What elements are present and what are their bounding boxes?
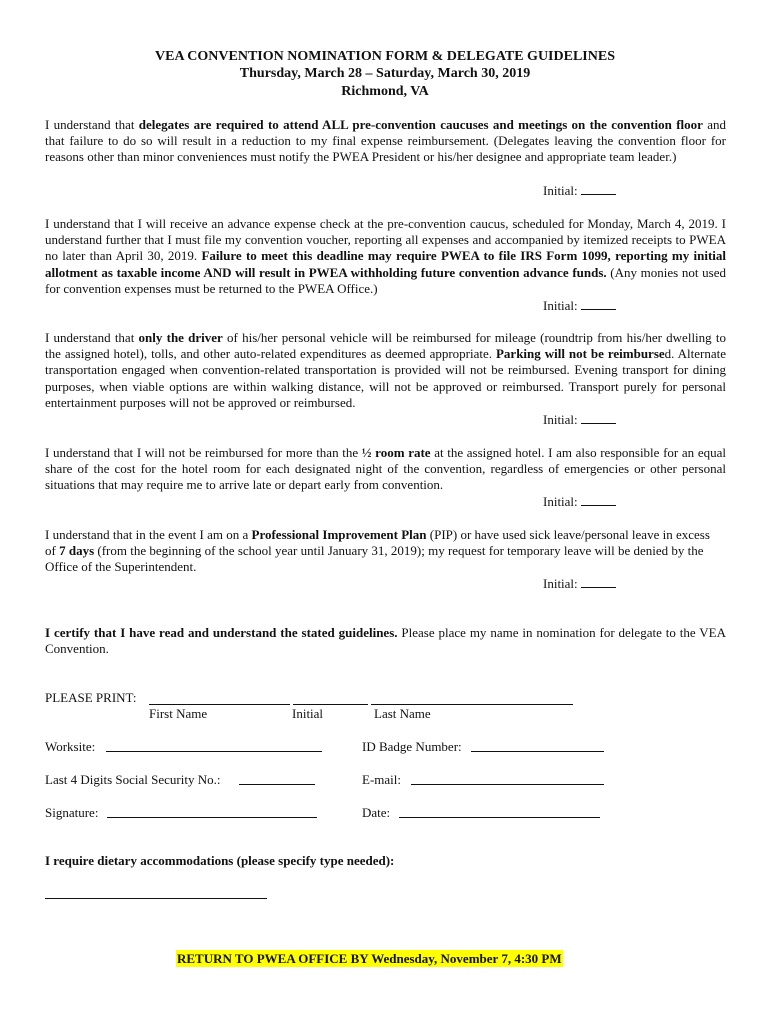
initial-blank[interactable]: [581, 412, 616, 424]
certification-text: Please place my name in nomination for delegate to the VEA Convention.: [45, 625, 726, 657]
guideline-text: I understand that I will not be reimbursed for more than the: [45, 445, 362, 460]
guideline-emphasis: Professional Improvement Plan: [251, 527, 427, 542]
guideline-leave: [45, 527, 720, 576]
date-field[interactable]: [399, 817, 600, 818]
initial-field-4[interactable]: [543, 494, 616, 510]
convention-location: Richmond, VA: [341, 84, 429, 99]
guideline-text: I understand that: [45, 117, 139, 132]
id-badge-field[interactable]: [471, 751, 604, 752]
first-name-field[interactable]: [149, 704, 290, 705]
date-label: Date:: [362, 805, 391, 820]
initial-name-field[interactable]: [293, 704, 368, 705]
guideline-text: I understand that in the event I am on a: [45, 527, 252, 542]
id-badge-label: ID Badge Number:: [362, 739, 462, 754]
initial-blank[interactable]: [581, 576, 616, 588]
guideline-room-rate: [45, 445, 726, 494]
initial-label: Initial:: [543, 494, 578, 509]
guideline-emphasis: 7 days: [59, 543, 95, 559]
guideline-emphasis: ½ room rate: [361, 445, 431, 460]
certification-emphasis: I certify that I have read and understand the stated guidelines.: [45, 625, 398, 640]
return-deadline-notice: RETURN TO PWEA OFFICE BY Wednesday, November 7, 4:30 PM: [177, 951, 562, 966]
guideline-text: d. Alternate transportation engaged when convention-related transportation is provided will not be reimbursed. Evening transport for dining purposes, when viable options are within walking distance, will not be approved or reimbursed. Transport purely for personal entertainment purposes will not be approved or reimbursed.: [45, 346, 726, 410]
guideline-emphasis: Parking will not be reimburse: [495, 346, 665, 362]
form-title: VEA CONVENTION NOMINATION FORM & DELEGATE GUIDELINES: [155, 49, 615, 64]
convention-dates: Thursday, March 28 – Saturday, March 30, 2019: [239, 66, 531, 81]
guideline-text: and that failure to do so will result in a reduction to my final expense reimbursement. (Delegates leaving the convention floor for reasons other than minor conveniences must notify the PWEA President or his/her designee and appropriate team leader.): [45, 117, 726, 165]
initial-label: Initial:: [543, 298, 578, 313]
last-name-label: Last Name: [374, 706, 431, 721]
guideline-emphasis: delegates are required to attend ALL pre-convention caucuses and meetings on the convention floor: [138, 117, 703, 132]
initial-field-2[interactable]: [543, 298, 616, 314]
initial-field-3[interactable]: [543, 412, 616, 428]
initial-field-5[interactable]: [543, 576, 616, 592]
initial-name-label: Initial: [292, 706, 324, 721]
initial-field-1[interactable]: [543, 183, 616, 199]
initial-blank[interactable]: [581, 183, 616, 195]
first-name-label: First Name: [149, 706, 208, 721]
guideline-text: of his/her personal vehicle will be reimbursed for mileage (roundtrip from his/her dwelling to the assigned hotel), tolls, and other auto-related expenditures as deemed appropriate.: [45, 330, 727, 362]
certification-statement: [45, 625, 726, 657]
initial-label: Initial:: [543, 412, 578, 427]
guideline-text: (PIP) or have used sick leave/personal leave in excess of: [45, 527, 710, 559]
initial-blank[interactable]: [581, 494, 616, 506]
ssn-field[interactable]: [239, 784, 315, 785]
email-field[interactable]: [411, 784, 604, 785]
dietary-label: I require dietary accommodations (please specify type needed):: [45, 853, 395, 868]
dietary-field[interactable]: [45, 898, 267, 899]
guideline-attendance: [45, 117, 726, 166]
initial-label: Initial:: [543, 183, 578, 198]
guideline-transportation: [45, 330, 726, 411]
initial-label: Initial:: [543, 576, 578, 591]
initial-blank[interactable]: [581, 298, 616, 310]
worksite-label: Worksite:: [45, 739, 96, 754]
guideline-text: (Any monies not used for convention expenses must be returned to the PWEA Office.): [45, 264, 726, 296]
guideline-text: I understand that I will receive an advance expense check at the pre-convention caucus, scheduled for Monday, March 4, 2019. I understand further that I must file my convention voucher, reporting all expenses and accompanied by itemized receipts to PWEA no later than April 30, 2019.: [45, 216, 726, 264]
last-name-field[interactable]: [371, 704, 573, 705]
guideline-text: at the assigned hotel. I am also responsible for an equal share of the cost for the hotel room for each designated night of the convention, regardless of emergencies or other personal situations that may require me to arrive late or depart early from convention.: [45, 445, 726, 493]
signature-field[interactable]: [107, 817, 317, 818]
please-print-label: PLEASE PRINT:: [45, 690, 137, 705]
guideline-text: (from the beginning of the school year until January 31, 2019); my request for temporary leave will be denied by the Office of the Superintendent.: [45, 543, 704, 575]
guideline-text: I understand that: [45, 330, 139, 345]
email-label: E-mail:: [362, 772, 401, 787]
signature-label: Signature:: [45, 805, 99, 820]
guideline-advance-expense: [45, 216, 726, 297]
guideline-emphasis: only the driver: [138, 330, 223, 345]
guideline-emphasis: Failure to meet this deadline may require PWEA to file IRS Form 1099, reporting my initial allotment as taxable income AND will result in PWEA withholding future convention advance funds.: [45, 248, 727, 280]
worksite-field[interactable]: [106, 751, 322, 752]
ssn-label: Last 4 Digits Social Security No.:: [45, 772, 221, 787]
